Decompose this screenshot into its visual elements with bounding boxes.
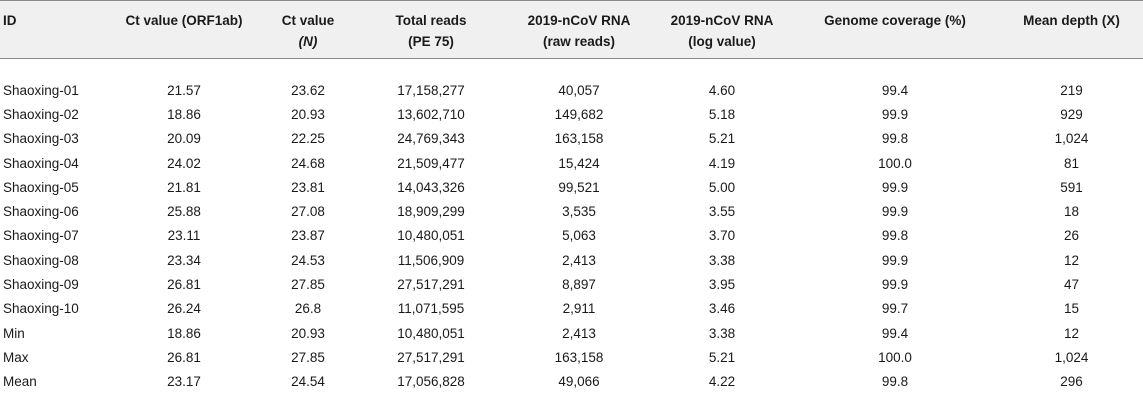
cell-rna-log: 4.19 (708, 155, 736, 171)
table-row (0, 370, 1143, 394)
header-mean-depth (1000, 1, 1143, 59)
cell-ct-orf1ab: 18.86 (167, 106, 201, 122)
table-row (0, 346, 1143, 370)
cell-id: Shaoxing-09 (3, 277, 79, 293)
table-row (0, 151, 1143, 175)
header-line1: Ct value (ORF1ab) (125, 13, 243, 28)
cell-total-reads: 17,056,828 (397, 374, 465, 390)
spacer-cell (0, 59, 1143, 79)
cell-rna-raw: 149,682 (554, 106, 604, 122)
cell-total-reads: 27,517,291 (397, 349, 465, 365)
cell-id: Shaoxing-10 (3, 301, 79, 317)
cell-mean-depth: 929 (1060, 106, 1083, 122)
table-row (0, 176, 1143, 200)
header-rna-log (654, 1, 790, 59)
cell-rna-log: 3.38 (708, 252, 736, 268)
cell-mean-depth: 12 (1063, 252, 1080, 268)
cell-rna-raw: 49,066 (558, 374, 600, 390)
cell-ct-n: 23.81 (291, 179, 325, 195)
cell-id: Max (3, 349, 29, 365)
cell-total-reads: 18,909,299 (397, 204, 465, 220)
cell-rna-raw: 163,158 (554, 131, 604, 147)
cell-ct-n: 20.93 (291, 325, 325, 341)
header-id (0, 1, 110, 59)
cell-ct-n: 24.54 (291, 374, 325, 390)
cell-total-reads: 24,769,343 (397, 131, 465, 147)
cell-genome-coverage: 99.9 (881, 106, 909, 122)
cell-rna-raw: 2,413 (562, 325, 596, 341)
cell-genome-coverage: 99.4 (881, 82, 909, 98)
table-row (0, 103, 1143, 127)
cell-mean-depth: 1,024 (1054, 131, 1089, 147)
cell-rna-log: 5.18 (708, 106, 736, 122)
cell-id: Shaoxing-03 (3, 131, 79, 147)
cell-rna-raw: 5,063 (562, 228, 596, 244)
cell-ct-orf1ab: 18.86 (167, 325, 201, 341)
cell-genome-coverage: 99.8 (881, 131, 909, 147)
header-total-reads (358, 1, 504, 59)
cell-ct-n: 27.85 (291, 277, 325, 293)
header-line2: (N) (298, 34, 318, 49)
cell-ct-orf1ab: 26.24 (167, 301, 201, 317)
cell-genome-coverage: 99.9 (881, 277, 909, 293)
cell-ct-n: 20.93 (291, 106, 325, 122)
cell-genome-coverage: 99.7 (881, 301, 909, 317)
header-line1: Genome coverage (%) (824, 13, 966, 28)
cell-rna-raw: 163,158 (554, 349, 604, 365)
cell-rna-log: 5.00 (708, 179, 736, 195)
cell-ct-orf1ab: 20.09 (167, 131, 201, 147)
cell-rna-log: 4.60 (708, 82, 736, 98)
cell-rna-raw: 40,057 (558, 82, 600, 98)
cell-rna-raw: 99,521 (558, 179, 600, 195)
cell-id: Min (3, 325, 25, 341)
table-row (0, 321, 1143, 345)
cell-id: Shaoxing-05 (3, 179, 79, 195)
cell-rna-raw: 3,535 (562, 204, 596, 220)
table-row (0, 127, 1143, 151)
cell-ct-orf1ab: 26.81 (167, 349, 201, 365)
header-ct-orf1ab (110, 1, 258, 59)
cell-ct-orf1ab: 23.34 (167, 252, 201, 268)
table-row (0, 249, 1143, 273)
spacer-row (0, 59, 1143, 79)
cell-total-reads: 11,506,909 (397, 252, 465, 268)
cell-rna-log: 3.46 (708, 301, 736, 317)
cell-id: Shaoxing-07 (3, 228, 79, 244)
header-line1: 2019-nCoV RNA (670, 13, 774, 28)
table-row (0, 200, 1143, 224)
cell-ct-orf1ab: 23.11 (167, 228, 201, 244)
header-line1: 2019-nCoV RNA (527, 13, 631, 28)
cell-ct-orf1ab: 21.81 (167, 179, 201, 195)
cell-genome-coverage: 99.9 (881, 252, 909, 268)
cell-ct-n: 27.08 (291, 204, 325, 220)
cell-rna-log: 3.55 (708, 204, 736, 220)
cell-rna-log: 5.21 (708, 349, 736, 365)
header-row (0, 1, 1143, 59)
cell-rna-raw: 8,897 (562, 277, 596, 293)
cell-genome-coverage: 99.8 (881, 374, 909, 390)
cell-total-reads: 21,509,477 (397, 155, 465, 171)
cell-genome-coverage: 99.8 (881, 228, 909, 244)
cell-ct-n: 23.62 (291, 82, 325, 98)
cell-mean-depth: 47 (1063, 277, 1080, 293)
cell-ct-n: 23.87 (291, 228, 325, 244)
cell-ct-orf1ab: 24.02 (167, 155, 201, 171)
cell-id: Shaoxing-01 (3, 82, 79, 98)
cell-mean-depth: 296 (1060, 374, 1083, 390)
cell-ct-n: 24.68 (291, 155, 325, 171)
table-header (0, 1, 1143, 59)
cell-id: Mean (3, 374, 37, 390)
cell-total-reads: 13,602,710 (397, 106, 465, 122)
table-row (0, 79, 1143, 103)
cell-id: Shaoxing-02 (3, 106, 79, 122)
cell-total-reads: 10,480,051 (397, 228, 465, 244)
cell-mean-depth: 1,024 (1054, 349, 1089, 365)
cell-rna-log: 3.70 (708, 228, 736, 244)
cell-total-reads: 11,071,595 (397, 301, 465, 317)
header-line2: (PE 75) (408, 34, 454, 49)
cell-total-reads: 10,480,051 (397, 325, 465, 341)
header-line2: (log value) (688, 34, 756, 49)
header-rna-raw (504, 1, 654, 59)
cell-genome-coverage: 99.9 (881, 204, 909, 220)
table-row (0, 297, 1143, 321)
cell-rna-log: 3.95 (708, 277, 736, 293)
cell-mean-depth: 12 (1063, 325, 1080, 341)
table-body (0, 59, 1143, 395)
cell-rna-log: 3.38 (708, 325, 736, 341)
cell-ct-n: 27.85 (291, 349, 325, 365)
cell-id: Shaoxing-06 (3, 204, 79, 220)
cell-total-reads: 27,517,291 (397, 277, 465, 293)
cell-rna-log: 4.22 (708, 374, 736, 390)
cell-mean-depth: 26 (1063, 228, 1080, 244)
cell-mean-depth: 219 (1060, 82, 1083, 98)
cell-total-reads: 14,043,326 (397, 179, 465, 195)
cell-rna-raw: 15,424 (558, 155, 600, 171)
table-row (0, 224, 1143, 248)
cell-genome-coverage: 100.0 (878, 349, 912, 365)
header-line1: ID (3, 13, 17, 28)
header-line2: (raw reads) (542, 34, 616, 49)
cell-ct-orf1ab: 25.88 (167, 204, 201, 220)
cell-ct-n: 24.53 (291, 252, 325, 268)
cell-mean-depth: 81 (1063, 155, 1080, 171)
header-ct-n (258, 1, 358, 59)
cell-id: Shaoxing-04 (3, 155, 79, 171)
header-line1: Mean depth (X) (1023, 13, 1120, 28)
cell-ct-orf1ab: 21.57 (167, 82, 201, 98)
cell-ct-orf1ab: 26.81 (167, 277, 201, 293)
cell-id: Shaoxing-08 (3, 252, 79, 268)
header-line1: Ct value (281, 13, 335, 28)
cell-total-reads: 17,158,277 (397, 82, 465, 98)
cell-genome-coverage: 99.9 (881, 179, 909, 195)
cell-ct-orf1ab: 23.17 (167, 374, 201, 390)
cell-ct-n: 22.25 (291, 131, 325, 147)
cell-rna-raw: 2,413 (562, 252, 596, 268)
header-line1: Total reads (395, 13, 467, 28)
cell-mean-depth: 591 (1060, 179, 1083, 195)
table-row (0, 273, 1143, 297)
cell-rna-raw: 2,911 (562, 301, 596, 317)
cell-mean-depth: 18 (1063, 204, 1080, 220)
cell-rna-log: 5.21 (708, 131, 736, 147)
cell-genome-coverage: 99.4 (881, 325, 909, 341)
cell-mean-depth: 15 (1063, 301, 1080, 317)
cell-ct-n: 26.8 (294, 301, 322, 317)
cell-genome-coverage: 100.0 (878, 155, 912, 171)
header-genome-coverage (790, 1, 1000, 59)
